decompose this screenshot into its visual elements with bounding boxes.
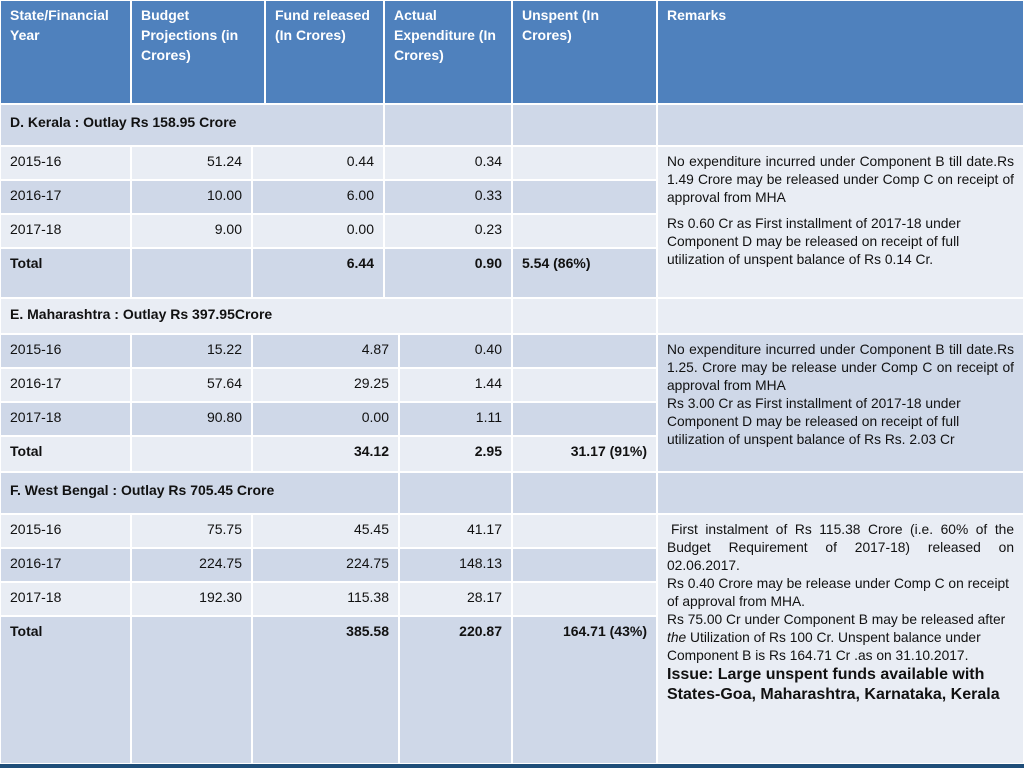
remarks-maharashtra — [657, 334, 1024, 472]
fund-cell: 29.25 — [252, 368, 399, 402]
header-label: Budget Projections (in Crores) — [141, 7, 239, 63]
issue-note: Issue: Large unspent funds available with States-Goa, Maharashtra, Karnataka, Kerala — [667, 666, 1000, 703]
total-unspent-cell: 164.71 (43%) — [512, 616, 657, 764]
fund-cell: 45.45 — [252, 514, 399, 548]
fund-cell: 4.87 — [252, 334, 399, 368]
section-spacer — [657, 298, 1024, 334]
remark-text-part: Utilization of Rs 100 Cr. Unspent balance under Component B is Rs 164.71 Cr .as on 31.10.2017. — [667, 630, 981, 663]
budget-cell: 224.75 — [131, 548, 252, 582]
header-label: Actual Expenditure (In Crores) — [394, 7, 496, 63]
remarks-kerala — [657, 146, 1024, 298]
unspent-cell — [512, 368, 657, 402]
remark-text: Rs 0.60 Cr as First installment of 2017-18 under Component D may be released on receipt of full utilization of unspent balance of Rs 0.14 Cr. — [667, 216, 961, 267]
section-title-west-bengal: F. West Bengal : Outlay Rs 705.45 Crore — [0, 472, 399, 514]
year-cell: 2015-16 — [0, 514, 131, 548]
total-fund-cell: 385.58 — [252, 616, 399, 764]
header-label: Remarks — [667, 7, 727, 23]
section-spacer — [399, 472, 512, 514]
section-spacer — [512, 472, 657, 514]
remark-text: Rs 3.00 Cr as First installment of 2017-18 under Component D may be released on receipt of full utilization of unspent balance of Rs Rs. 2.03 Cr — [667, 396, 961, 447]
fund-cell: 0.00 — [252, 402, 399, 436]
total-actual-cell: 0.90 — [384, 248, 512, 298]
section-spacer — [384, 104, 512, 146]
fund-cell: 0.44 — [252, 146, 384, 180]
budget-cell: 57.64 — [131, 368, 252, 402]
total-actual-cell: 2.95 — [399, 436, 512, 472]
year-cell: 2017-18 — [0, 214, 131, 248]
remark-text — [667, 611, 1014, 665]
total-actual-cell: 220.87 — [399, 616, 512, 764]
total-label-cell: Total — [0, 616, 131, 764]
remarks-west-bengal — [657, 514, 1024, 764]
unspent-cell — [512, 548, 657, 582]
actual-cell: 148.13 — [399, 548, 512, 582]
section-spacer — [657, 104, 1024, 146]
remark-text: No expenditure incurred under Component B till date.Rs 1.25. Crore may be release under Comp C on receipt of approval from MHA — [667, 342, 1014, 393]
unspent-cell — [512, 180, 657, 214]
actual-cell: 0.33 — [384, 180, 512, 214]
unspent-cell — [512, 582, 657, 616]
remark-text-part: Rs 75.00 Cr under Component B may be released after — [667, 612, 1006, 627]
section-spacer — [512, 104, 657, 146]
unspent-cell — [512, 214, 657, 248]
budget-cell: 51.24 — [131, 146, 252, 180]
year-cell: 2015-16 — [0, 146, 131, 180]
year-cell: 2016-17 — [0, 548, 131, 582]
header-unspent — [512, 0, 657, 104]
actual-cell: 1.11 — [399, 402, 512, 436]
actual-cell: 1.44 — [399, 368, 512, 402]
year-cell: 2017-18 — [0, 582, 131, 616]
total-budget-cell — [131, 436, 252, 472]
total-unspent-cell: 31.17 (91%) — [512, 436, 657, 472]
actual-cell: 0.40 — [399, 334, 512, 368]
remark-emphasis: the — [667, 630, 687, 645]
total-fund-cell: 34.12 — [252, 436, 399, 472]
total-budget-cell — [131, 248, 252, 298]
actual-cell: 0.34 — [384, 146, 512, 180]
section-spacer — [512, 298, 657, 334]
header-label: State/Financial Year — [10, 7, 109, 43]
total-unspent-cell: 5.54 (86%) — [512, 248, 657, 298]
header-label: Fund released (In Crores) — [275, 7, 370, 43]
year-cell: 2015-16 — [0, 334, 131, 368]
header-label: Unspent (In Crores) — [522, 7, 599, 43]
year-cell: 2016-17 — [0, 180, 131, 214]
header-fund-released — [265, 0, 384, 104]
section-title-kerala: D. Kerala : Outlay Rs 158.95 Crore — [0, 104, 384, 146]
unspent-cell — [512, 402, 657, 436]
budget-cell: 15.22 — [131, 334, 252, 368]
header-actual-expenditure — [384, 0, 512, 104]
total-fund-cell: 6.44 — [252, 248, 384, 298]
budget-cell: 192.30 — [131, 582, 252, 616]
fund-cell: 224.75 — [252, 548, 399, 582]
header-state-year — [0, 0, 131, 104]
budget-cell: 9.00 — [131, 214, 252, 248]
budget-cell: 10.00 — [131, 180, 252, 214]
unspent-cell — [512, 146, 657, 180]
header-remarks — [657, 0, 1024, 104]
remark-text: Rs 0.40 Crore may be release under Comp C on receipt of approval from MHA. — [667, 576, 1010, 609]
section-title-maharashtra: E. Maharashtra : Outlay Rs 397.95Crore — [0, 298, 512, 334]
total-label-cell: Total — [0, 436, 131, 472]
actual-cell: 28.17 — [399, 582, 512, 616]
actual-cell: 41.17 — [399, 514, 512, 548]
total-budget-cell — [131, 616, 252, 764]
actual-cell: 0.23 — [384, 214, 512, 248]
total-label-cell: Total — [0, 248, 131, 298]
header-budget-projections — [131, 0, 265, 104]
budget-cell: 90.80 — [131, 402, 252, 436]
remark-text: No expenditure incurred under Component B till date.Rs 1.49 Crore may be released under Comp C on receipt of approval from MHA — [667, 154, 1014, 205]
fund-cell: 115.38 — [252, 582, 399, 616]
year-cell: 2017-18 — [0, 402, 131, 436]
remark-text: First instalment of Rs 115.38 Crore (i.e. 60% of the Budget Requirement of 2017-18) released on 02.06.2017. — [667, 522, 1014, 573]
year-cell: 2016-17 — [0, 368, 131, 402]
fund-cell: 0.00 — [252, 214, 384, 248]
budget-cell: 75.75 — [131, 514, 252, 548]
fund-cell: 6.00 — [252, 180, 384, 214]
unspent-cell — [512, 514, 657, 548]
unspent-cell — [512, 334, 657, 368]
section-spacer — [657, 472, 1024, 514]
